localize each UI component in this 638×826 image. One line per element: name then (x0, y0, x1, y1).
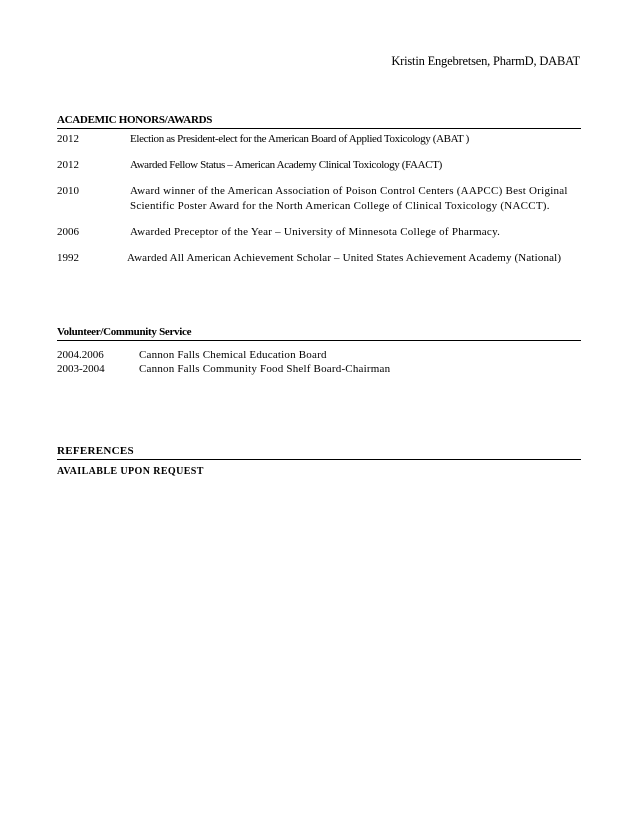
award-description: Awarded All American Achievement Scholar – United States Achievement Academy (National) (127, 252, 562, 264)
award-description: Awarded Fellow Status – American Academy Clinical Toxicology (FAACT) (130, 159, 442, 171)
service-years: 2004.2006 (57, 349, 104, 361)
award-year: 1992 (57, 252, 79, 264)
award-item (57, 184, 581, 214)
volunteer-section-title: Volunteer/Community Service (57, 326, 581, 341)
resume-header-name: Kristin Engebretsen, PharmD, DABAT (391, 54, 580, 68)
award-item (57, 225, 581, 240)
award-description: Award winner of the American Association of Poison Control Centers (AAPCC) Best Original Scientific Poster Award for the North American College of Clinical Toxicology (NACCT). (130, 185, 568, 212)
service-description: Cannon Falls Community Food Shelf Board-Chairman (139, 363, 391, 375)
award-description: Election as President-elect for the American Board of Applied Toxicology (ABAT ) (130, 133, 469, 145)
award-year: 2006 (57, 226, 79, 238)
award-year: 2012 (57, 159, 79, 171)
award-year: 2012 (57, 133, 79, 145)
service-years: 2003-2004 (57, 363, 105, 375)
award-year: 2010 (57, 185, 79, 197)
honors-section (57, 114, 581, 266)
service-item (57, 348, 581, 362)
award-item (57, 158, 581, 173)
volunteer-section (57, 326, 581, 376)
honors-section-title: ACADEMIC HONORS/AWARDS (57, 114, 581, 129)
award-item (57, 251, 581, 266)
award-item (57, 132, 581, 147)
references-note: AVAILABLE UPON REQUEST (57, 466, 204, 477)
award-description: Awarded Preceptor of the Year – University of Minnesota College of Pharmacy. (130, 226, 501, 238)
service-description: Cannon Falls Chemical Education Board (139, 349, 327, 361)
references-section-title: REFERENCES (57, 445, 581, 460)
references-section (57, 445, 581, 477)
service-item (57, 362, 581, 376)
